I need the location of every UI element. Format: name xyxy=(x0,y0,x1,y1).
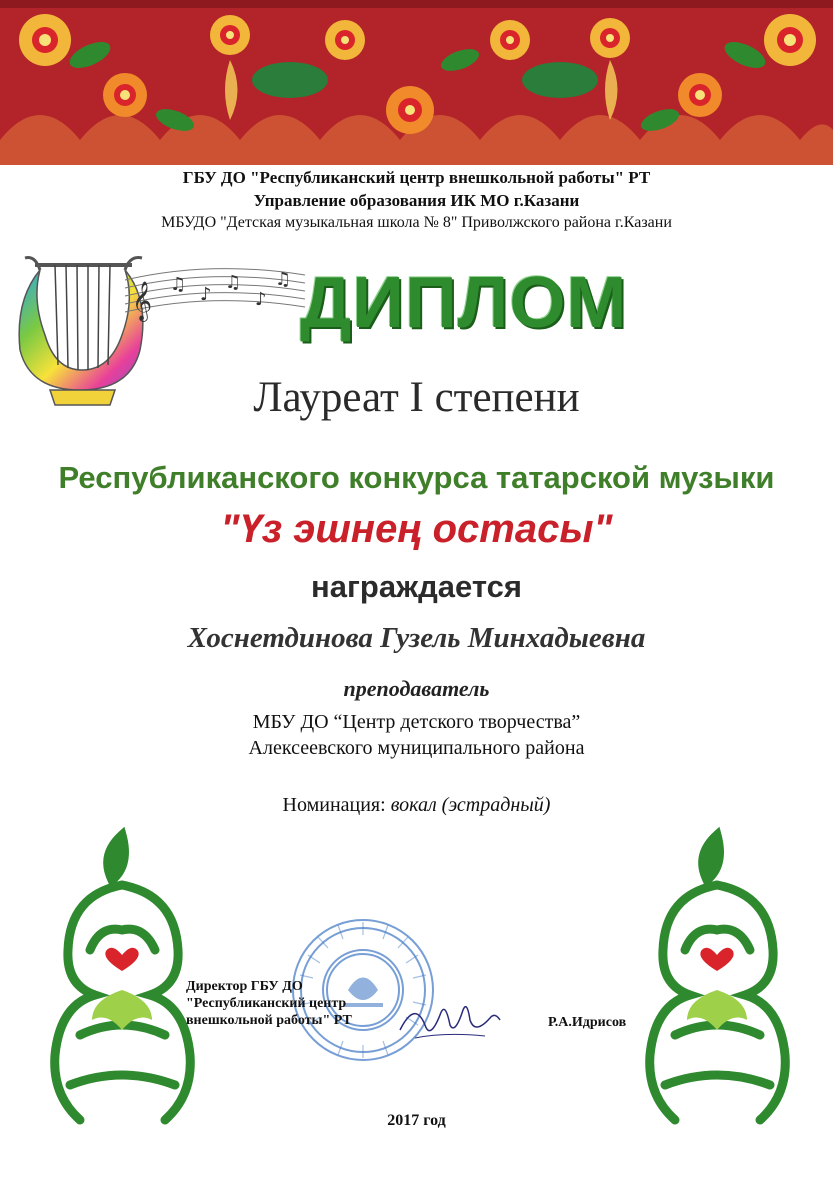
organization-line-1: МБУ ДО “Центр детского творчества” xyxy=(252,711,581,733)
director-line-2: "Республиканский центр xyxy=(186,996,347,1011)
nomination-label: Номинация: xyxy=(282,794,386,816)
degree-heading: Лауреат I степени xyxy=(253,374,580,421)
nomination-value: вокал (эстрадный) xyxy=(390,794,551,816)
nomination xyxy=(0,794,833,817)
svg-text:𝄞: 𝄞 xyxy=(132,281,153,321)
svg-text:♪: ♪ xyxy=(200,284,212,305)
signature xyxy=(395,990,505,1050)
diploma-title: ДИПЛОМ xyxy=(300,263,628,343)
right-corner-ornament xyxy=(635,825,800,1130)
svg-text:♫: ♫ xyxy=(225,272,242,293)
organization-line-2: Алексеевского муниципального района xyxy=(248,737,585,759)
contest-name: "Үз эшнең остасы" xyxy=(220,507,613,551)
recipient-name: Хоснетдинова Гузель Минхадыевна xyxy=(187,622,646,654)
recipient-position: преподаватель xyxy=(343,676,490,701)
svg-text:♫: ♫ xyxy=(170,274,187,295)
ornamental-banner xyxy=(0,0,833,165)
director-line-1: Директор ГБУ ДО xyxy=(186,979,303,994)
svg-text:♪: ♪ xyxy=(255,289,267,310)
contest-title: Республиканского конкурса татарской музыки xyxy=(58,460,775,495)
left-corner-ornament xyxy=(40,825,205,1130)
header-line-1: ГБУ ДО "Республиканский центр внешкольной работы" РТ xyxy=(182,168,651,187)
svg-text:♫: ♫ xyxy=(275,269,292,290)
awarded-label: награждается xyxy=(311,569,522,604)
issue-year: 2017 год xyxy=(387,1112,446,1129)
signer-name: Р.А.Идрисов xyxy=(548,1015,627,1030)
header-line-2: Управление образования ИК МО г.Казани xyxy=(253,191,580,210)
header-line-3: МБУДО "Детская музыкальная школа № 8" Приволжского района г.Казани xyxy=(161,214,672,231)
music-staff-icon xyxy=(120,250,310,340)
director-title xyxy=(186,978,352,1029)
director-line-3: внешкольной работы" РТ xyxy=(186,1013,352,1028)
